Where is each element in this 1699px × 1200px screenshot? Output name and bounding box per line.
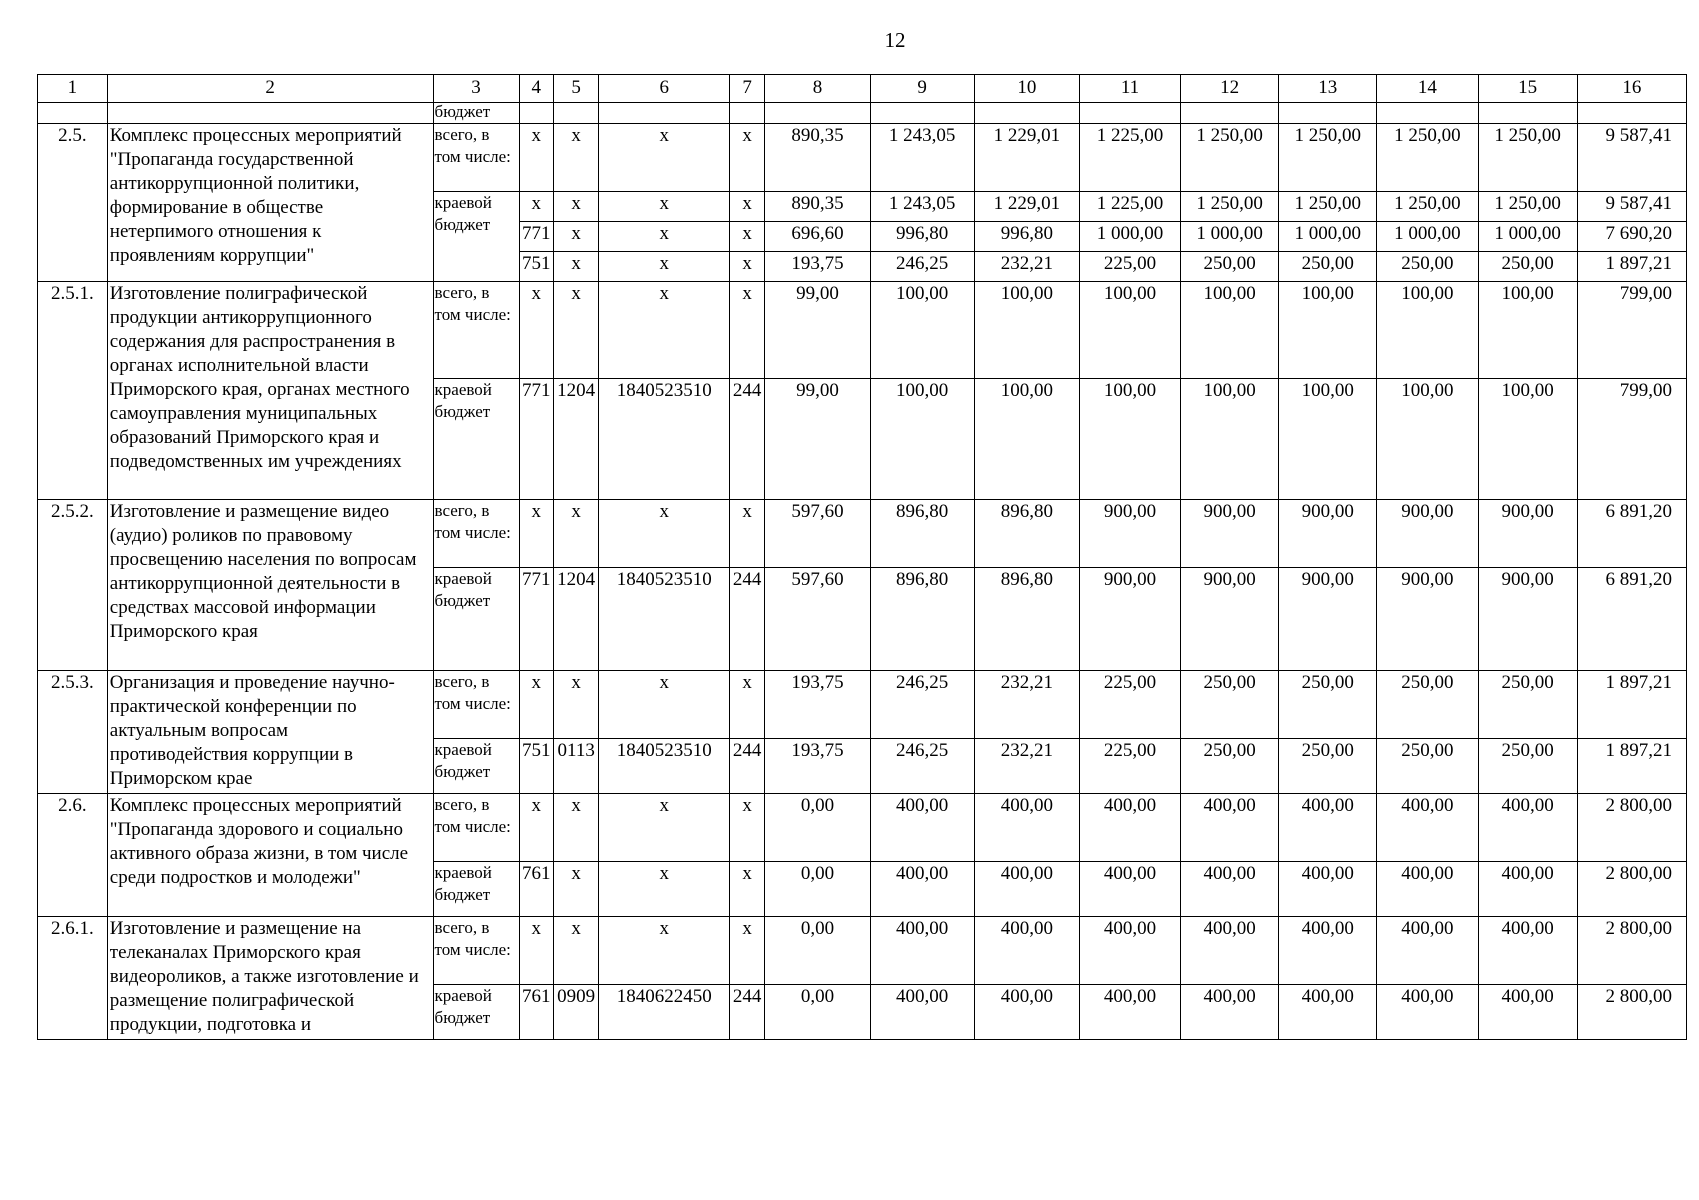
value-cell: 250,00 <box>1279 739 1377 794</box>
value-cell: 250,00 <box>1377 252 1478 282</box>
cell-c5: x <box>553 282 599 379</box>
cell-c5: x <box>553 124 599 192</box>
item-number: 2.5. <box>38 124 108 282</box>
cell-c5: x <box>553 917 599 985</box>
cell-c4: 751 <box>519 739 553 794</box>
cell-c7: 244 <box>729 568 764 671</box>
cell-c5: 0113 <box>553 739 599 794</box>
cell-c6: 1840523510 <box>599 568 730 671</box>
total-cell: 6 891,20 <box>1577 500 1686 568</box>
cell-c7: x <box>729 862 764 917</box>
value-cell: 250,00 <box>1279 252 1377 282</box>
continuation-row <box>38 103 1687 124</box>
value-cell: 400,00 <box>1377 862 1478 917</box>
value-cell: 1 243,05 <box>870 124 974 192</box>
item-number: 2.5.3. <box>38 671 108 794</box>
cell-c6: x <box>599 500 730 568</box>
value-cell: 1 250,00 <box>1478 192 1577 222</box>
value-cell: 400,00 <box>1279 794 1377 862</box>
value-cell: 246,25 <box>870 671 974 739</box>
value-cell: 400,00 <box>870 794 974 862</box>
total-cell: 2 800,00 <box>1577 794 1686 862</box>
cell-c4: x <box>519 917 553 985</box>
value-cell: 400,00 <box>1478 862 1577 917</box>
item-title: Организация и проведение научно-практической конференции по актуальным вопросам противодействия коррупции в Приморском крае <box>107 671 433 794</box>
cell-c6: 1840622450 <box>599 985 730 1040</box>
value-cell: 900,00 <box>1478 500 1577 568</box>
cell-c4: x <box>519 192 553 222</box>
value-cell: 996,80 <box>870 222 974 252</box>
cell-c5: x <box>553 671 599 739</box>
value-cell: 400,00 <box>974 985 1079 1040</box>
item-title: Изготовление полиграфической продукции антикоррупционного содержания для распространения в органах исполнительной власти Приморского края, органах местного самоуправления муниципальных образований Приморского края и подведомственных им учреждениях <box>107 282 433 500</box>
header-row <box>38 75 1687 103</box>
value-cell: 225,00 <box>1079 739 1180 794</box>
value-cell: 246,25 <box>870 739 974 794</box>
value-cell: 900,00 <box>1079 568 1180 671</box>
value-cell: 1 225,00 <box>1079 192 1180 222</box>
value-cell: 100,00 <box>1377 379 1478 500</box>
value-cell: 100,00 <box>1181 282 1279 379</box>
total-cell: 9 587,41 <box>1577 124 1686 192</box>
column-header: 12 <box>1181 75 1279 103</box>
total-cell: 2 800,00 <box>1577 985 1686 1040</box>
cell-c4: 761 <box>519 862 553 917</box>
value-cell: 400,00 <box>1181 794 1279 862</box>
source-cell: всего, в том числе: <box>433 671 519 739</box>
value-cell: 400,00 <box>1377 985 1478 1040</box>
value-cell: 900,00 <box>1377 500 1478 568</box>
cell-c7: 244 <box>729 379 764 500</box>
value-cell: 400,00 <box>1478 917 1577 985</box>
cell-c7: x <box>729 192 764 222</box>
source-cell: бюджет <box>433 103 519 124</box>
value-cell: 400,00 <box>1181 917 1279 985</box>
value-cell: 1 243,05 <box>870 192 974 222</box>
cell-c7: x <box>729 222 764 252</box>
value-cell: 250,00 <box>1478 252 1577 282</box>
cell-c4: x <box>519 794 553 862</box>
total-cell: 799,00 <box>1577 379 1686 500</box>
cell-c5: 1204 <box>553 379 599 500</box>
value-cell: 900,00 <box>1079 500 1180 568</box>
value-cell: 250,00 <box>1181 671 1279 739</box>
value-cell: 0,00 <box>765 794 870 862</box>
item-title: Изготовление и размещение видео (аудио) роликов по правовому просвещению населения по вопросам антикоррупционной деятельности в средствах массовой информации Приморского края <box>107 500 433 671</box>
item-title: Комплекс процессных мероприятий "Пропаганда здорового и социально активного образа жизни, в том числе среди подростков и молодежи" <box>107 794 433 917</box>
value-cell: 900,00 <box>1181 568 1279 671</box>
column-header: 11 <box>1079 75 1180 103</box>
value-cell: 250,00 <box>1478 739 1577 794</box>
cell-c6: x <box>599 794 730 862</box>
column-header: 4 <box>519 75 553 103</box>
value-cell: 896,80 <box>870 500 974 568</box>
value-cell: 400,00 <box>870 862 974 917</box>
value-cell: 0,00 <box>765 862 870 917</box>
value-cell: 100,00 <box>974 379 1079 500</box>
value-cell: 400,00 <box>1279 917 1377 985</box>
value-cell: 250,00 <box>1181 252 1279 282</box>
value-cell: 250,00 <box>1181 739 1279 794</box>
value-cell: 597,60 <box>765 500 870 568</box>
cell-c7: x <box>729 917 764 985</box>
source-cell: краевой бюджет <box>433 985 519 1040</box>
source-cell: всего, в том числе: <box>433 794 519 862</box>
cell-c7: x <box>729 282 764 379</box>
cell-c7: x <box>729 252 764 282</box>
value-cell: 193,75 <box>765 252 870 282</box>
cell-c4: x <box>519 282 553 379</box>
value-cell: 696,60 <box>765 222 870 252</box>
cell-c7: 244 <box>729 739 764 794</box>
total-cell: 2 800,00 <box>1577 917 1686 985</box>
value-cell: 1 225,00 <box>1079 124 1180 192</box>
value-cell: 0,00 <box>765 985 870 1040</box>
cell-c5: x <box>553 862 599 917</box>
value-cell: 900,00 <box>1279 568 1377 671</box>
cell-c5: x <box>553 192 599 222</box>
total-cell: 1 897,21 <box>1577 252 1686 282</box>
cell-c4: 771 <box>519 568 553 671</box>
value-cell: 100,00 <box>1377 282 1478 379</box>
cell-c6: x <box>599 192 730 222</box>
value-cell: 100,00 <box>1181 379 1279 500</box>
total-cell: 7 690,20 <box>1577 222 1686 252</box>
cell-c6: x <box>599 222 730 252</box>
item-row <box>38 282 1687 379</box>
value-cell: 100,00 <box>870 282 974 379</box>
cell-c4: x <box>519 671 553 739</box>
value-cell: 100,00 <box>1079 282 1180 379</box>
value-cell: 250,00 <box>1478 671 1577 739</box>
value-cell: 400,00 <box>1079 794 1180 862</box>
value-cell: 400,00 <box>974 862 1079 917</box>
value-cell: 400,00 <box>870 917 974 985</box>
value-cell: 232,21 <box>974 671 1079 739</box>
column-header: 9 <box>870 75 974 103</box>
value-cell: 99,00 <box>765 282 870 379</box>
value-cell: 400,00 <box>1377 917 1478 985</box>
cell-c7: x <box>729 794 764 862</box>
item-row <box>38 794 1687 862</box>
source-cell: краевой бюджет <box>433 192 519 282</box>
cell-c5: x <box>553 500 599 568</box>
item-row <box>38 671 1687 739</box>
cell-c4: 751 <box>519 252 553 282</box>
item-title: Изготовление и размещение на телеканалах Приморского края видеороликов, а также изготовление и размещение полиграфической продукции, подготовка и <box>107 917 433 1040</box>
source-cell: краевой бюджет <box>433 379 519 500</box>
cell-c4: x <box>519 124 553 192</box>
value-cell: 1 250,00 <box>1377 192 1478 222</box>
value-cell: 597,60 <box>765 568 870 671</box>
value-cell: 1 229,01 <box>974 124 1079 192</box>
column-header: 16 <box>1577 75 1686 103</box>
value-cell: 900,00 <box>1377 568 1478 671</box>
column-header: 8 <box>765 75 870 103</box>
total-cell: 6 891,20 <box>1577 568 1686 671</box>
value-cell: 100,00 <box>1279 282 1377 379</box>
item-row <box>38 917 1687 985</box>
value-cell: 400,00 <box>1181 862 1279 917</box>
value-cell: 100,00 <box>1079 379 1180 500</box>
column-header: 14 <box>1377 75 1478 103</box>
value-cell: 400,00 <box>974 794 1079 862</box>
value-cell: 250,00 <box>1377 739 1478 794</box>
cell-c7: x <box>729 124 764 192</box>
budget-table <box>37 74 1687 1040</box>
value-cell: 100,00 <box>1279 379 1377 500</box>
item-number: 2.6. <box>38 794 108 917</box>
cell-c5: x <box>553 794 599 862</box>
value-cell: 400,00 <box>1279 985 1377 1040</box>
value-cell: 99,00 <box>765 379 870 500</box>
cell-c5: 1204 <box>553 568 599 671</box>
cell-c6: x <box>599 917 730 985</box>
value-cell: 250,00 <box>1377 671 1478 739</box>
column-header: 5 <box>553 75 599 103</box>
cell-c6: x <box>599 252 730 282</box>
total-cell: 1 897,21 <box>1577 739 1686 794</box>
cell-c5: x <box>553 222 599 252</box>
cell-c6: x <box>599 282 730 379</box>
cell-c6: x <box>599 124 730 192</box>
value-cell: 400,00 <box>1377 794 1478 862</box>
column-header: 10 <box>974 75 1079 103</box>
column-header: 7 <box>729 75 764 103</box>
value-cell: 890,35 <box>765 124 870 192</box>
total-cell: 799,00 <box>1577 282 1686 379</box>
value-cell: 1 229,01 <box>974 192 1079 222</box>
value-cell: 246,25 <box>870 252 974 282</box>
value-cell: 1 000,00 <box>1181 222 1279 252</box>
value-cell: 400,00 <box>1279 862 1377 917</box>
total-cell: 2 800,00 <box>1577 862 1686 917</box>
value-cell: 1 000,00 <box>1079 222 1180 252</box>
column-header: 15 <box>1478 75 1577 103</box>
value-cell: 400,00 <box>1478 794 1577 862</box>
value-cell: 100,00 <box>1478 379 1577 500</box>
cell-c7: x <box>729 500 764 568</box>
value-cell: 896,80 <box>974 568 1079 671</box>
value-cell: 400,00 <box>1079 862 1180 917</box>
value-cell: 400,00 <box>1478 985 1577 1040</box>
value-cell: 225,00 <box>1079 671 1180 739</box>
value-cell: 400,00 <box>974 917 1079 985</box>
cell-c5: 0909 <box>553 985 599 1040</box>
value-cell: 100,00 <box>870 379 974 500</box>
value-cell: 400,00 <box>870 985 974 1040</box>
value-cell: 1 250,00 <box>1279 192 1377 222</box>
value-cell: 1 000,00 <box>1279 222 1377 252</box>
item-title: Комплекс процессных мероприятий "Пропаганда государственной антикоррупционной политики, формирование в обществе нетерпимого отношения к проявлениям коррупции" <box>107 124 433 282</box>
cell-c7: 244 <box>729 985 764 1040</box>
value-cell: 900,00 <box>1478 568 1577 671</box>
source-cell: всего, в том числе: <box>433 917 519 985</box>
value-cell: 193,75 <box>765 671 870 739</box>
value-cell: 1 000,00 <box>1377 222 1478 252</box>
source-cell: краевой бюджет <box>433 568 519 671</box>
column-header: 3 <box>433 75 519 103</box>
cell-c4: 761 <box>519 985 553 1040</box>
item-row <box>38 124 1687 192</box>
column-header: 13 <box>1279 75 1377 103</box>
value-cell: 0,00 <box>765 917 870 985</box>
column-header: 1 <box>38 75 108 103</box>
value-cell: 232,21 <box>974 739 1079 794</box>
value-cell: 896,80 <box>974 500 1079 568</box>
value-cell: 400,00 <box>1079 917 1180 985</box>
source-cell: краевой бюджет <box>433 862 519 917</box>
value-cell: 1 250,00 <box>1181 124 1279 192</box>
cell-c5: x <box>553 252 599 282</box>
value-cell: 1 250,00 <box>1478 124 1577 192</box>
source-cell: всего, в том числе: <box>433 124 519 192</box>
value-cell: 1 250,00 <box>1181 192 1279 222</box>
value-cell: 232,21 <box>974 252 1079 282</box>
value-cell: 250,00 <box>1279 671 1377 739</box>
cell-c6: 1840523510 <box>599 379 730 500</box>
source-cell: всего, в том числе: <box>433 282 519 379</box>
column-header: 6 <box>599 75 730 103</box>
page-number: 12 <box>884 28 906 52</box>
source-cell: краевой бюджет <box>433 739 519 794</box>
value-cell: 1 250,00 <box>1377 124 1478 192</box>
item-row <box>38 500 1687 568</box>
value-cell: 400,00 <box>1181 985 1279 1040</box>
cell-c6: x <box>599 671 730 739</box>
value-cell: 100,00 <box>974 282 1079 379</box>
total-cell: 9 587,41 <box>1577 192 1686 222</box>
value-cell: 996,80 <box>974 222 1079 252</box>
value-cell: 900,00 <box>1279 500 1377 568</box>
value-cell: 100,00 <box>1478 282 1577 379</box>
item-number: 2.6.1. <box>38 917 108 1040</box>
value-cell: 1 250,00 <box>1279 124 1377 192</box>
cell-c4: 771 <box>519 222 553 252</box>
cell-c7: x <box>729 671 764 739</box>
source-cell: всего, в том числе: <box>433 500 519 568</box>
item-number: 2.5.1. <box>38 282 108 500</box>
cell-c4: 771 <box>519 379 553 500</box>
cell-c6: x <box>599 862 730 917</box>
value-cell: 1 000,00 <box>1478 222 1577 252</box>
value-cell: 896,80 <box>870 568 974 671</box>
value-cell: 193,75 <box>765 739 870 794</box>
value-cell: 890,35 <box>765 192 870 222</box>
total-cell: 1 897,21 <box>1577 671 1686 739</box>
item-number: 2.5.2. <box>38 500 108 671</box>
cell-c6: 1840523510 <box>599 739 730 794</box>
column-header: 2 <box>107 75 433 103</box>
value-cell: 900,00 <box>1181 500 1279 568</box>
value-cell: 400,00 <box>1079 985 1180 1040</box>
cell-c4: x <box>519 500 553 568</box>
value-cell: 225,00 <box>1079 252 1180 282</box>
